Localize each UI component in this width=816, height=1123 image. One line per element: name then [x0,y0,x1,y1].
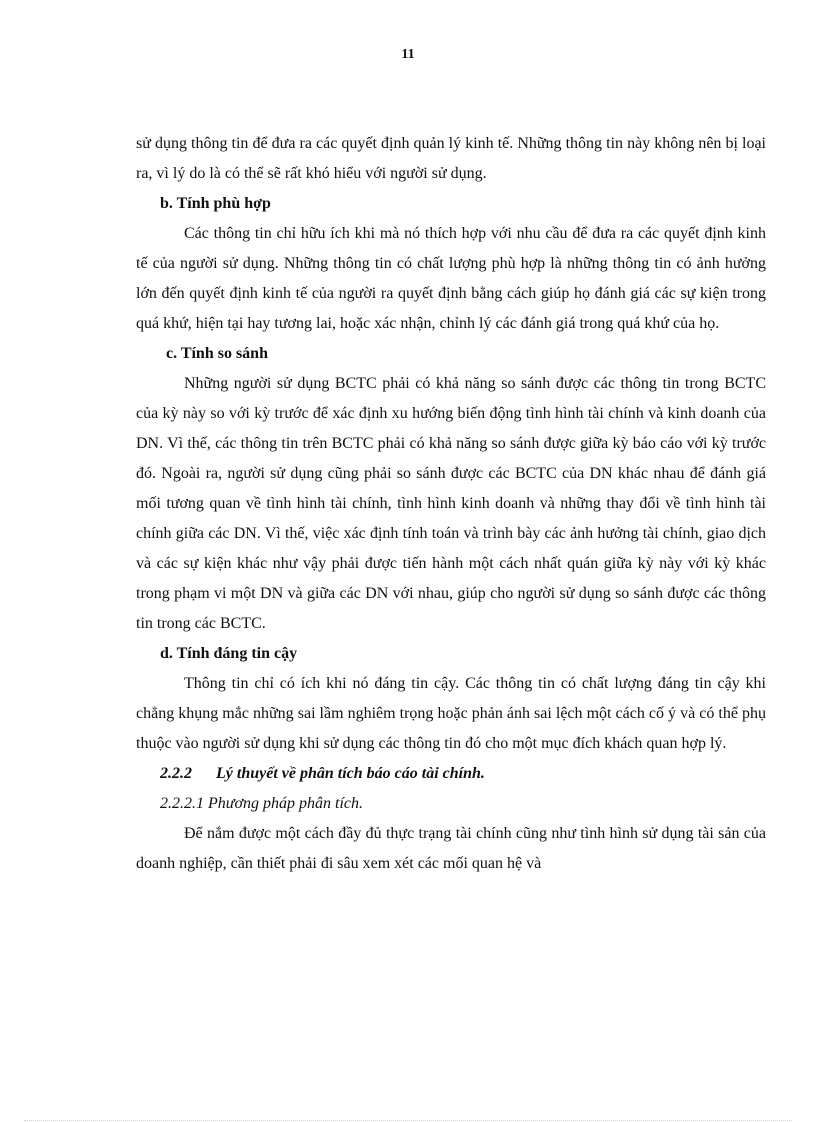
paragraph-relevance: Các thông tin chỉ hữu ích khi mà nó thích hợp với nhu cầu để đưa ra các quyết định kinh tế của người sử dụng. Những thông tin có chất lượng phù hợp là những thông tin có ảnh hưởng lớn đến quyết định kinh tế của người ra quyết định bằng cách giúp họ đánh giá các sự kiện trong quá khứ, hiện tại hay tương lai, hoặc xác nhận, chỉnh lý các đánh giá trong quá khứ của họ. [136,225,766,332]
section-heading [136,759,766,789]
paragraph-analysis-method: Để nắm được một cách đầy đủ thực trạng tài chính cũng như tình hình sử dụng tài sản của doanh nghiệp, cần thiết phải đi sâu xem xét các mối quan hệ và [136,825,766,872]
heading-relevance: b. Tính phù hợp [160,195,271,212]
paragraph-intro: sử dụng thông tin để đưa ra các quyết định quản lý kinh tế. Những thông tin này không nên bị loại ra, vì lý do là có thể sẽ rất khó hiểu với người sử dụng. [136,135,766,182]
paragraph-comparability: Những người sử dụng BCTC phải có khả năng so sánh được các thông tin trong BCTC của kỳ này so với kỳ trước để xác định xu hướng biến động tình hình tài chính và kinh doanh của DN. Vì thế, các thông tin trên BCTC phải có khả năng so sánh được giữa kỳ báo cáo với kỳ trước đó. Ngoài ra, người sử dụng cũng phải so sánh được các BCTC của DN khác nhau để đánh giá mối tương quan về tình hình tài chính, tình hình kinh doanh và những thay đổi về tình hình tài chính giữa các DN. Vì thế, việc xác định tính toán và trình bày các ảnh hưởng tài chính, giao dịch và các sự kiện khác như vậy phải được tiến hành một cách nhất quán giữa kỳ này với kỳ khác trong phạm vi một DN và giữa các DN với nhau, giúp cho người sử dụng so sánh được các thông tin trong các BCTC. [136,375,766,632]
section-title: Lý thuyết về phân tích báo cáo tài chính. [216,765,485,782]
heading-reliability: d. Tính đáng tin cậy [160,645,298,662]
paragraph-reliability: Thông tin chỉ có ích khi nó đáng tin cậy. Các thông tin có chất lượng đáng tin cậy khi chẳng khụng mắc những sai lầm nghiêm trọng hoặc phản ánh sai lệch một cách cố ý và có thể phụ thuộc vào người sử dụng khi sử dụng các thông tin đó cho một mục đích khách quan hợp lý. [136,675,766,752]
document-body [136,129,766,879]
heading-comparability: c. Tính so sánh [166,345,268,362]
page-number: 11 [401,47,415,62]
section-number: 2.2.2 [160,765,192,782]
page-bottom-rule [24,1120,792,1121]
subsection-heading: 2.2.2.1 Phương pháp phân tích. [160,795,364,812]
